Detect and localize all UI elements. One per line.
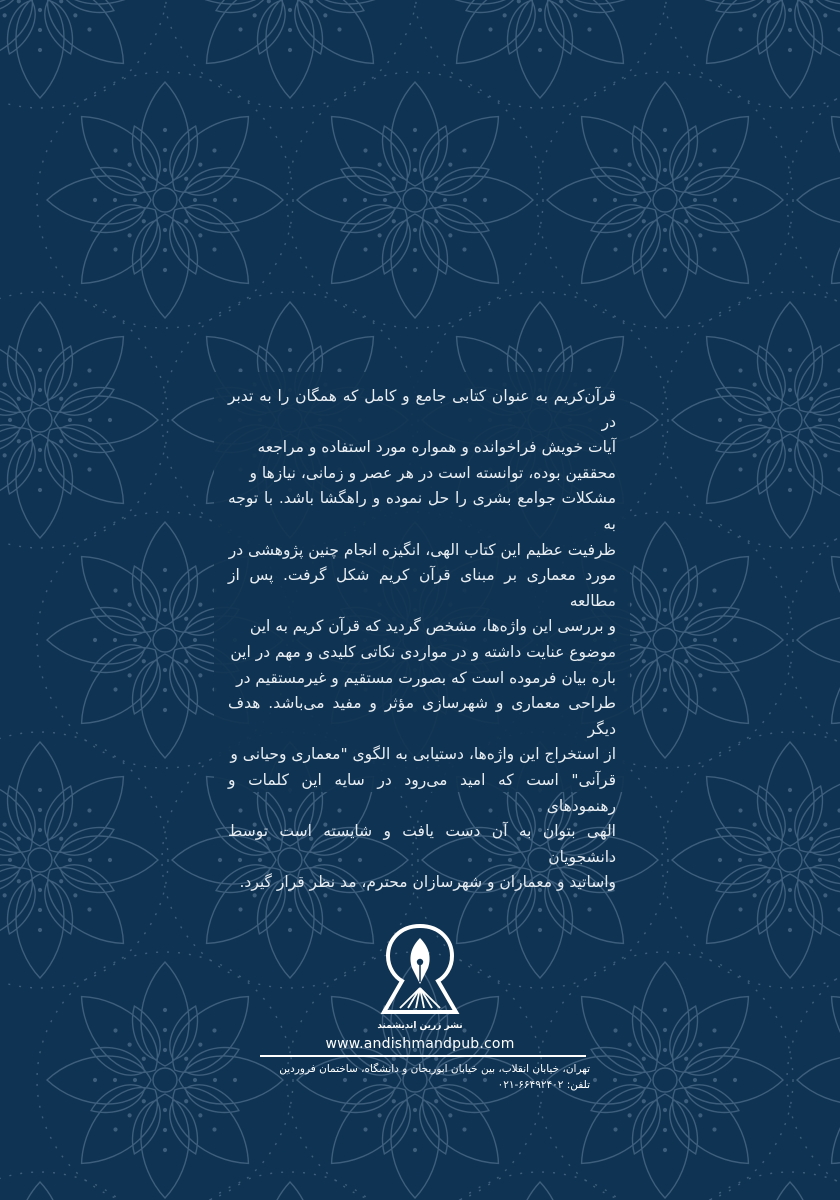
blurb-line: قرآنی" است که امید می‌رود در سایه این کلمات و رهنمودهای bbox=[228, 770, 616, 815]
blurb-line: و بررسی این واژه‌ها، مشخص گردید که قرآن کریم به این bbox=[249, 617, 616, 636]
blurb-line: الهی بتوان به آن دست یافت و شایسته است توسط دانشجویان bbox=[228, 822, 616, 866]
blurb-line: قرآن‌کریم به عنوان کتابی جامع و کامل که همگان را به تدبر در bbox=[228, 387, 616, 431]
publisher-contact bbox=[160, 1061, 590, 1093]
blurb-line: ظرفیت عظیم این کتاب الهی، انگیزه انجام چنین پژوهشی در bbox=[228, 540, 616, 559]
back-cover-blurb bbox=[228, 384, 616, 896]
publisher-website[interactable]: www.andishmandpub.com bbox=[325, 1036, 515, 1052]
blurb-line: طراحی معماری و شهرسازی مؤثر و مفید می‌باشد. هدف دیگر bbox=[228, 694, 616, 738]
blurb-line: محققین بوده، توانسته است در هر عصر و زمانی، نیازها و bbox=[249, 463, 616, 482]
publisher-address: تهران، خیابان انقلاب، بین خیابان ابوریحان و دانشگاه، ساختمان فروردین bbox=[279, 1063, 590, 1075]
blurb-line: مشکلات جوامع بشری را حل نموده و راهگشا باشد. با توجه به bbox=[228, 489, 616, 533]
footer-divider bbox=[260, 1055, 586, 1057]
publisher-name: نشر زرین اندیشمند bbox=[377, 1021, 463, 1031]
blurb-line: آیات خویش فراخوانده و همواره مورد استفاده و مراجعه bbox=[257, 438, 616, 457]
blurb-line: باره بیان فرموده است که بصورت مستقیم و غیرمستقیم در bbox=[236, 668, 616, 687]
keyhole-pen-nib-icon bbox=[384, 926, 456, 1012]
blurb-line: از استخراج این واژه‌ها، دستیابی به الگوی "معماری وحیانی و bbox=[230, 745, 616, 764]
blurb-line: مورد معماری بر مبنای قرآن کریم شکل گرفت. پس از مطالعه bbox=[228, 566, 616, 610]
blurb-line: موضوع عنایت داشته و در مواردی نکاتی کلیدی و مهم در این bbox=[230, 642, 616, 661]
publisher-logo bbox=[370, 922, 470, 1034]
blurb-line: واساتید و معماران و شهرسازان محترم، مد نظر قرار گیرد. bbox=[239, 873, 616, 892]
publisher-phone: تلفن: ۶۶۴۹۲۴۰۲-۰۲۱ bbox=[497, 1079, 590, 1091]
